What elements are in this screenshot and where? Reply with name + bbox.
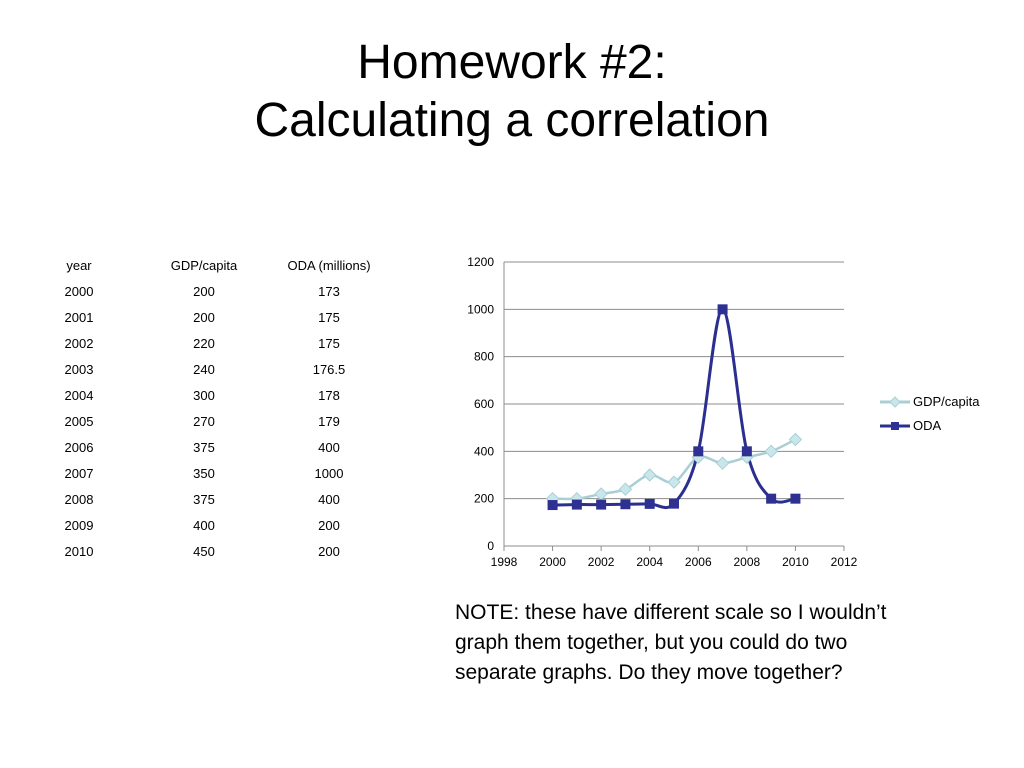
data-point-oda	[669, 499, 679, 509]
data-point-oda	[766, 494, 776, 504]
cell-year: 2006	[64, 439, 94, 455]
series-line-gdp	[553, 440, 796, 500]
cell-oda: 200	[318, 543, 340, 559]
title-line-2: Calculating a correlation	[254, 94, 770, 147]
cell-year: 2003	[64, 361, 94, 377]
data-point-oda	[596, 500, 606, 510]
x-tick-label: 2006	[684, 555, 712, 569]
y-tick-label: 200	[473, 491, 494, 506]
cell-year: 2008	[64, 491, 94, 507]
cell-gdp: 220	[193, 335, 215, 351]
title-line-1: Homework #2:	[357, 36, 667, 89]
cell-year: 2007	[64, 465, 94, 481]
cell-gdp: 375	[193, 491, 215, 507]
data-point-oda	[790, 494, 800, 504]
data-point-oda	[572, 500, 582, 510]
data-point-gdp	[789, 434, 801, 446]
cell-oda: 175	[318, 309, 340, 325]
y-tick-label: 0	[487, 539, 494, 553]
data-point-gdp	[765, 445, 777, 457]
y-tick-label: 1200	[467, 255, 494, 269]
line-chart	[440, 248, 1000, 578]
table-row	[18, 512, 390, 538]
cell-oda: 179	[318, 413, 340, 429]
data-point-gdp	[619, 483, 631, 495]
data-table	[18, 252, 390, 564]
table-row	[18, 356, 390, 382]
y-tick-label: 800	[473, 349, 494, 364]
cell-year: 2001	[64, 309, 94, 325]
cell-gdp: 350	[193, 465, 215, 481]
cell-oda: 175	[318, 335, 340, 351]
data-point-oda	[620, 499, 630, 509]
note-text: NOTE: these have different scale so I wouldn’t graph them together, but you could do two separate graphs. Do they move together?	[455, 601, 887, 684]
cell-gdp: 200	[193, 283, 215, 299]
legend-marker-oda	[891, 422, 899, 430]
data-point-oda	[645, 499, 655, 509]
cell-oda: 178	[318, 387, 340, 403]
table-header-row	[18, 252, 390, 278]
table-row	[18, 278, 390, 304]
table-row	[18, 538, 390, 564]
x-tick-label: 2002	[587, 555, 615, 569]
data-point-gdp	[717, 457, 729, 469]
data-point-oda	[693, 446, 703, 456]
legend-label-gdp: GDP/capita	[913, 394, 980, 409]
x-tick-label: 2004	[636, 555, 664, 569]
cell-year: 2010	[64, 543, 94, 559]
x-tick-label: 2010	[782, 555, 809, 569]
cell-oda: 200	[318, 517, 340, 533]
table-row	[18, 460, 390, 486]
x-tick-label: 2008	[733, 555, 761, 569]
y-tick-label: 400	[473, 444, 494, 459]
cell-year: 2004	[64, 387, 94, 403]
table-row	[18, 486, 390, 512]
x-tick-label: 2012	[830, 555, 858, 569]
y-tick-label: 1000	[467, 302, 494, 317]
cell-oda: 400	[318, 491, 340, 507]
y-tick-label: 600	[473, 397, 494, 411]
cell-gdp: 375	[193, 439, 215, 455]
table-row	[18, 408, 390, 434]
cell-gdp: 200	[193, 309, 215, 325]
slide-title	[0, 34, 1024, 150]
column-header-gdp: GDP/capita	[170, 257, 238, 273]
cell-year: 2009	[64, 517, 94, 533]
cell-year: 2000	[64, 283, 94, 299]
x-tick-label: 1998	[490, 555, 518, 569]
cell-gdp: 270	[193, 413, 215, 429]
table-row	[18, 434, 390, 460]
cell-oda: 400	[318, 439, 340, 455]
data-point-oda	[742, 446, 752, 456]
data-point-gdp	[595, 488, 607, 500]
legend-marker-gdp	[890, 397, 900, 407]
legend-label-oda: ODA	[913, 418, 942, 433]
table-row	[18, 382, 390, 408]
cell-gdp: 450	[193, 543, 215, 559]
cell-year: 2005	[64, 413, 94, 429]
data-point-gdp	[644, 469, 656, 481]
cell-gdp: 300	[193, 387, 215, 403]
table-row	[18, 330, 390, 356]
column-header-year: year	[66, 257, 92, 273]
cell-gdp: 400	[193, 517, 215, 533]
x-tick-label: 2000	[539, 555, 566, 569]
column-header-oda: ODA (millions)	[287, 257, 371, 273]
cell-oda: 1000	[314, 465, 344, 481]
table-row	[18, 304, 390, 330]
data-point-oda	[718, 304, 728, 314]
cell-oda: 173	[318, 283, 340, 299]
data-point-oda	[548, 500, 558, 510]
cell-gdp: 240	[193, 361, 215, 377]
cell-year: 2002	[64, 335, 94, 351]
cell-oda: 176.5	[312, 361, 346, 377]
